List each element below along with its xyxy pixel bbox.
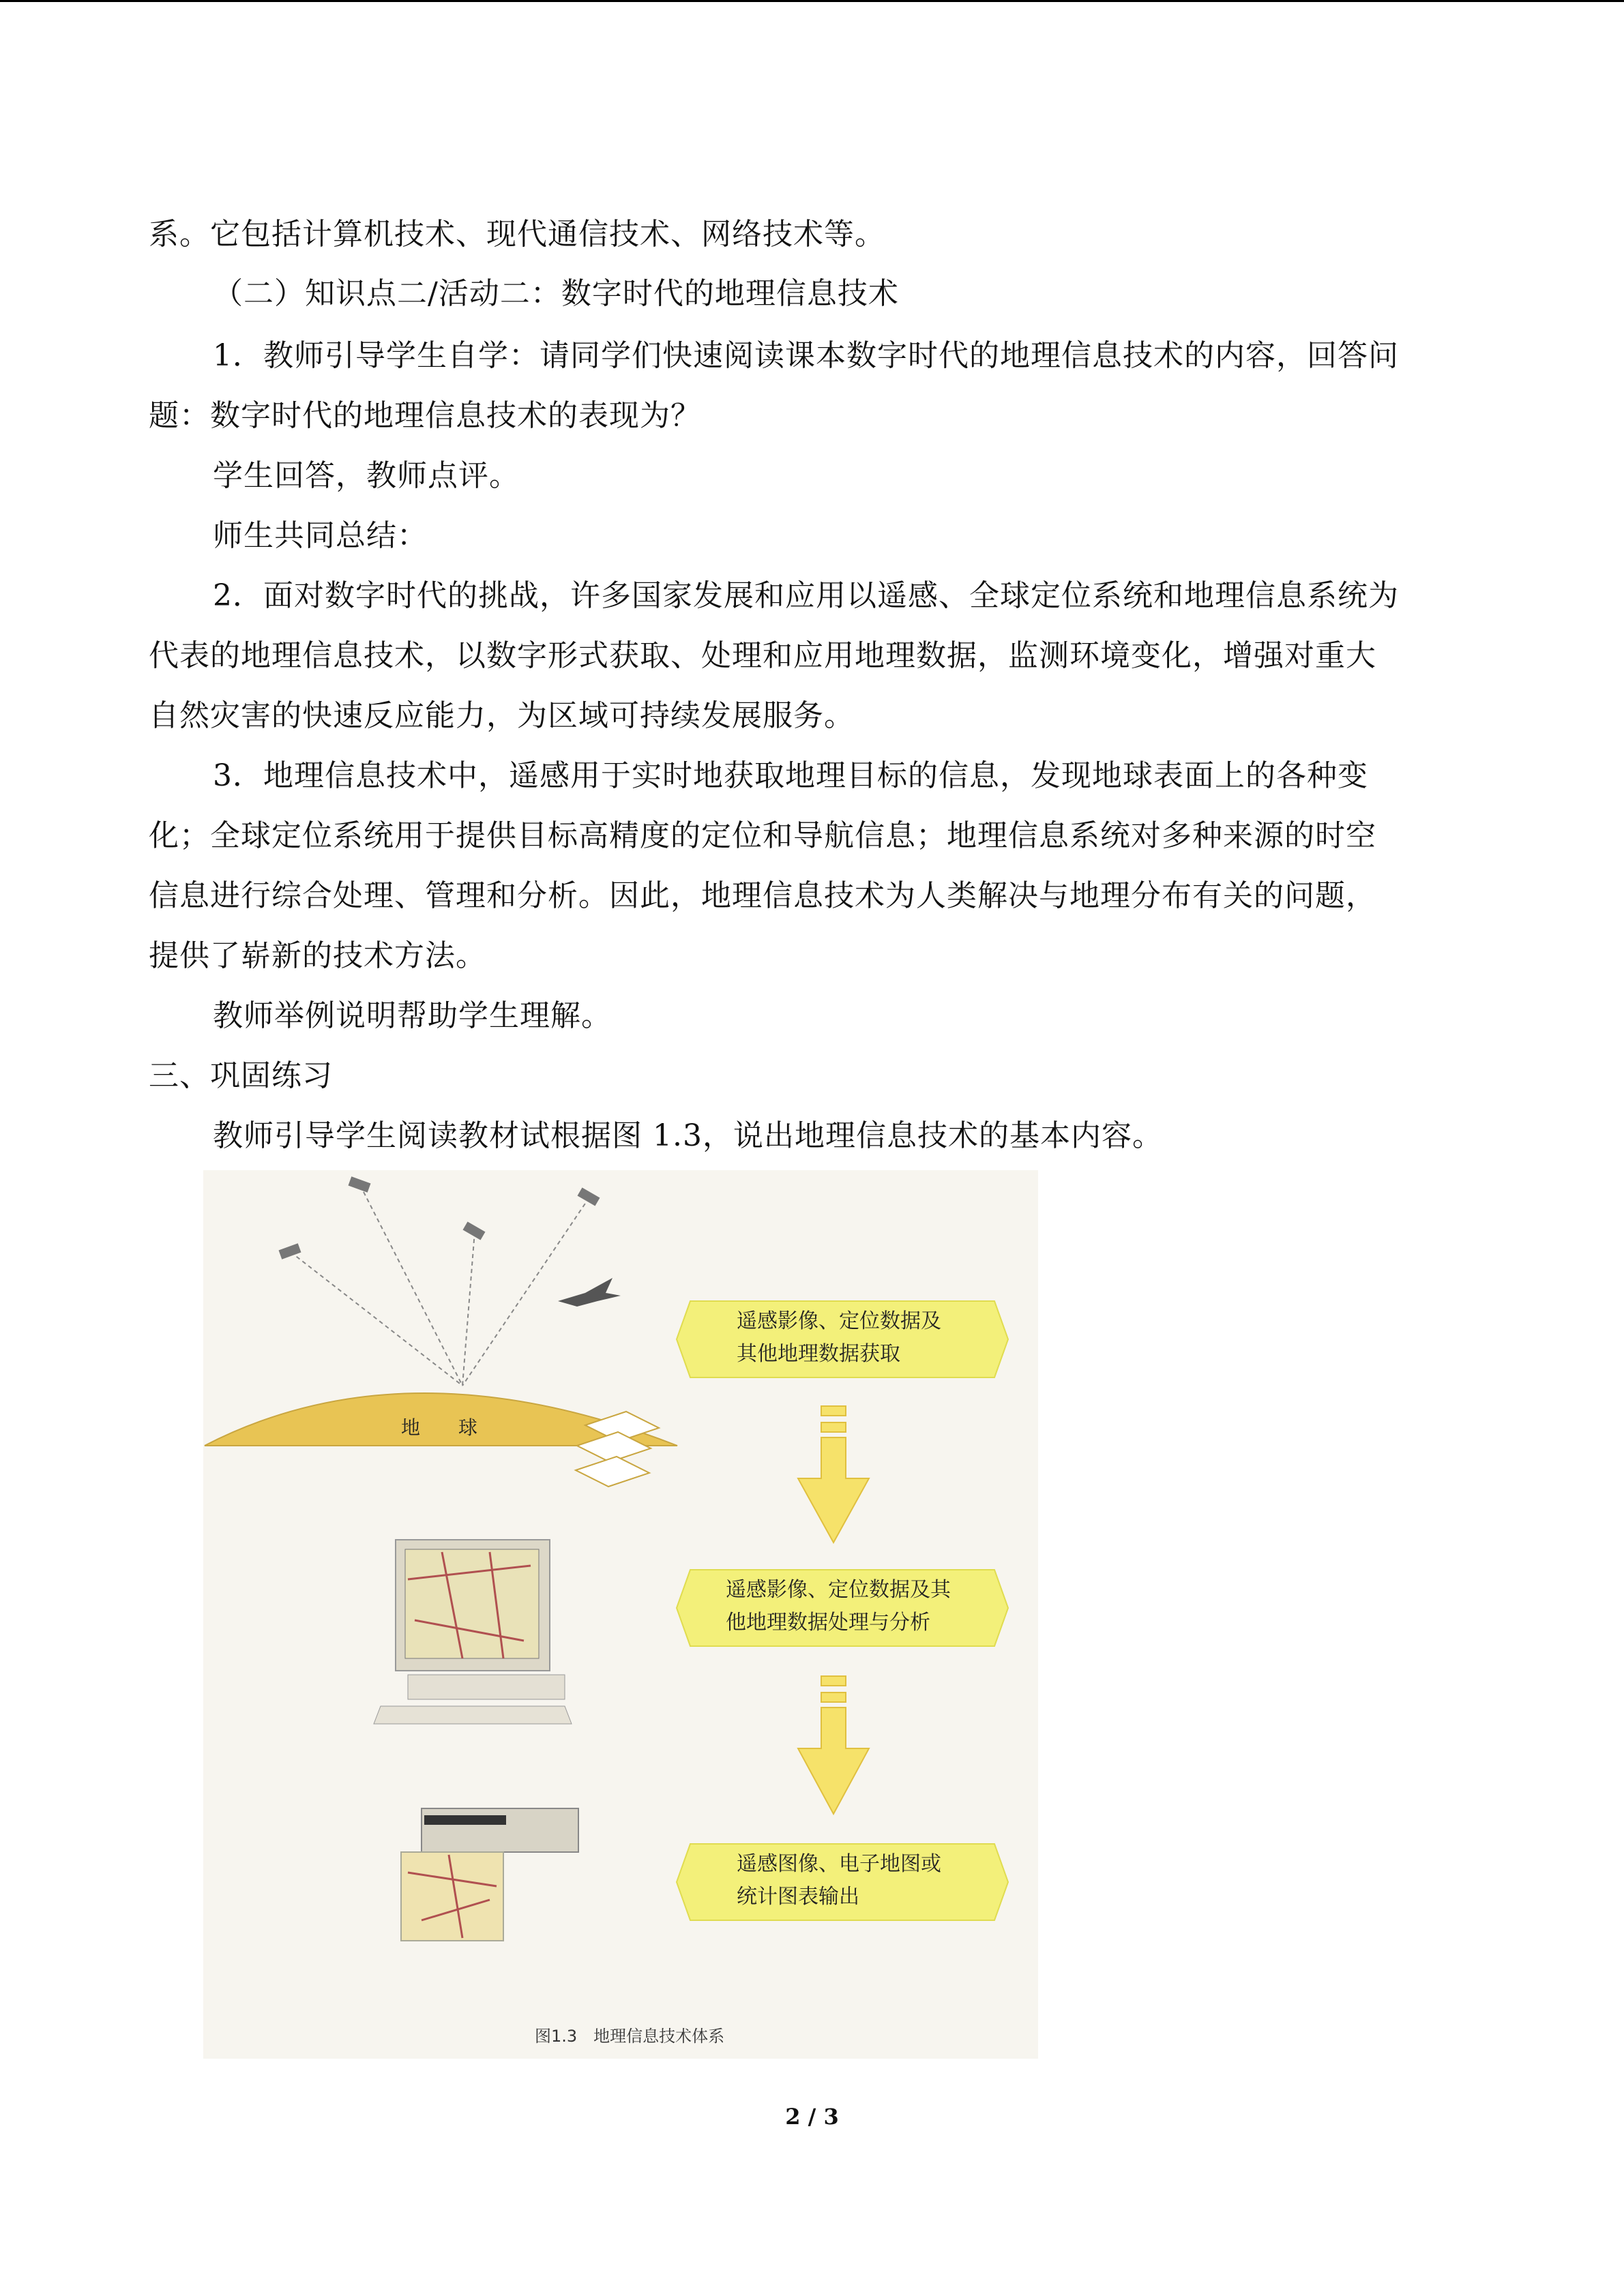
flow-arrow-1 [798,1406,869,1542]
paragraph-line: 学生回答，教师点评。 [213,458,520,493]
figure-gis-system [203,1170,1038,2059]
paragraph-line: 教师举例说明帮助学生理解。 [213,998,612,1033]
paragraph-line: 化；全球定位系统用于提供目标高精度的定位和导航信息；地理信息系统对多种来源的时空 [149,818,1376,853]
step-1-line-2: 其他地理数据获取 [737,1342,900,1366]
flow-arrow-2 [798,1676,869,1814]
paragraph-line: 自然灾害的快速反应能力，为区域可持续发展服务。 [149,698,855,733]
step-3-line-1: 遥感图像、电子地图或 [737,1852,941,1876]
signal-lines [291,1185,589,1386]
step-2-line-2: 他地理数据处理与分析 [726,1611,930,1635]
paragraph-line: 信息进行综合处理、管理和分析。因此，地理信息技术为人类解决与地理分布有关的问题， [149,878,1376,913]
paragraph-line: 提供了崭新的技术方法。 [149,938,486,973]
page-number: 2 / 3 [785,2104,839,2130]
paragraph-line: 1．教师引导学生自学：请同学们快速阅读课本数字时代的地理信息技术的内容，回答问 [213,338,1399,373]
paragraph-line: 系。它包括计算机技术、现代通信技术、网络技术等。 [149,217,885,252]
paragraph-line: 代表的地理信息技术，以数字形式获取、处理和应用地理数据，监测环境变化，增强对重大 [149,638,1376,673]
paragraph-line: 师生共同总结： [213,518,428,553]
top-border [0,0,1624,2]
section-heading: 三、巩固练习 [149,1058,333,1093]
earth-label: 地 球 [401,1416,478,1439]
step-3-line-2: 统计图表输出 [737,1885,859,1909]
paragraph-line: 题：数字时代的地理信息技术的表现为？ [149,398,701,433]
satellite-icon [279,1176,600,1259]
paragraph-line: 教师引导学生阅读教材试根据图 1.3，说出地理信息技术的基本内容。 [213,1118,1163,1153]
step-2-line-1: 遥感影像、定位数据及其 [726,1578,951,1602]
step-1-label [737,1305,941,1371]
paragraph-line: 3．地理信息技术中，遥感用于实时地获取地理目标的信息，发现地球表面上的各种变 [213,758,1368,793]
paragraph-line: 2．面对数字时代的挑战，许多国家发展和应用以遥感、全球定位系统和地理信息系统为 [213,578,1399,613]
section-heading: （二）知识点二/活动二：数字时代的地理信息技术 [213,276,899,311]
printer-icon [401,1808,578,1941]
step-3-label [737,1848,941,1913]
step-1-line-1: 遥感影像、定位数据及 [737,1309,941,1333]
computer-icon [374,1540,572,1724]
figure-caption: 图1.3 地理信息技术体系 [535,2027,725,2046]
aircraft-icon [558,1278,621,1307]
step-2-label [726,1574,951,1639]
